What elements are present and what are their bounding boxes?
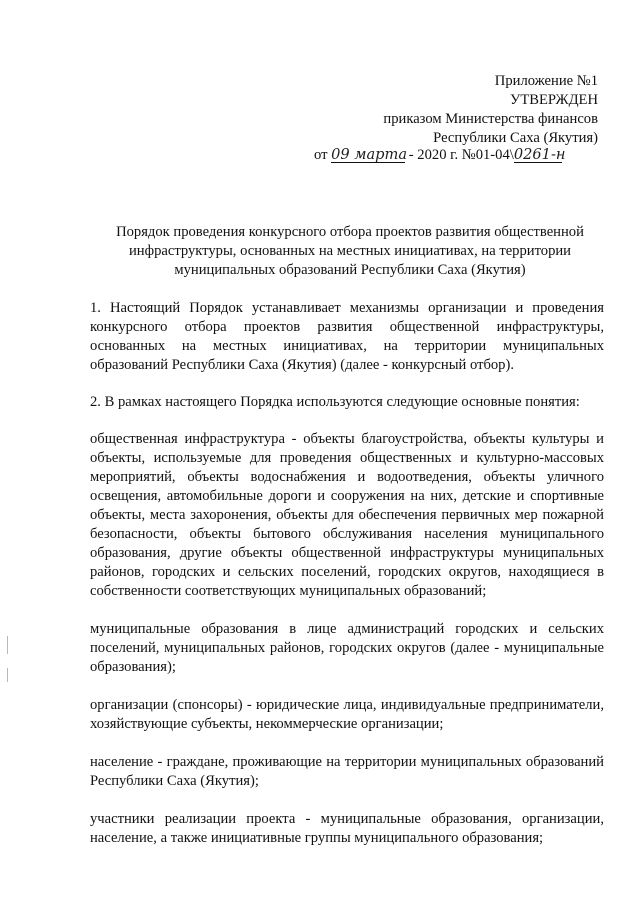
scan-margin-mark [7, 636, 8, 654]
handwritten-order-date: 09 марта [331, 146, 408, 163]
scan-margin-mark [7, 668, 8, 682]
handwritten-order-number: 0261-н [513, 146, 566, 163]
approval-header [278, 72, 598, 148]
definition-population: население - граждане, проживающие на территории муниципальных образований Республики Саха (Якутия); [90, 754, 604, 789]
paragraph-1: 1. Настоящий Порядок устанавливает механизмы организации и проведения конкурсного отбора проектов развития общественной инфраструктуры, основанных на местных инициативах, на территории муниципальных образований Республики Саха (Якутия) (далее - конкурсный отбор). [90, 300, 604, 373]
appendix-label: Приложение №1 [494, 73, 598, 89]
approved-label: УТВЕРЖДЕН [510, 92, 598, 108]
order-year-number: - 2020 г. №01-04\ [408, 147, 514, 163]
definition-municipal-entities: муниципальные образования в лице администраций городских и сельских поселений, муниципальных районов, городских округов (далее - муниципальные образования); [90, 621, 604, 675]
document-title: Порядок проведения конкурсного отбора проектов развития общественной инфраструктуры, основанных на местных инициативах, на территории муниципальных образований Республики Саха (Якутия) [116, 224, 584, 278]
document-body [90, 299, 604, 867]
definition-public-infrastructure: общественная инфраструктура - объекты благоустройства, объекты культуры и объекты, используемые для проведения общественных и культурно-массовых мероприятий, объекты водоснабжения и водоотведения, объекты уличного освещения, автомобильные дороги и сооружения на них, детские и спортивные объекты, места захоронения, объекты для обеспечения первичных мер пожарной безопасности, объекты бытового обслуживания населения муниципального образования, другие объекты общественной инфраструктуры муниципальных районов, городских и сельских поселений, городских округов, находящиеся в собственности соответствующих муниципальных образований; [90, 431, 604, 599]
paragraph-2: 2. В рамках настоящего Порядка используются следующие основные понятия: [90, 394, 580, 410]
definition-organizations: организации (спонсоры) - юридические лица, индивидуальные предприниматели, хозяйствующие субъекты, некоммерческие организации; [90, 697, 604, 732]
order-by-label: приказом Министерства финансов [383, 111, 598, 127]
order-date-number-line [314, 147, 604, 164]
order-prefix: от [314, 147, 328, 163]
republic-label: Республики Саха (Якутия) [433, 130, 598, 146]
definition-project-participants: участники реализации проекта - муниципальные образования, организации, население, а также инициативные группы муниципального образования; [90, 811, 604, 846]
